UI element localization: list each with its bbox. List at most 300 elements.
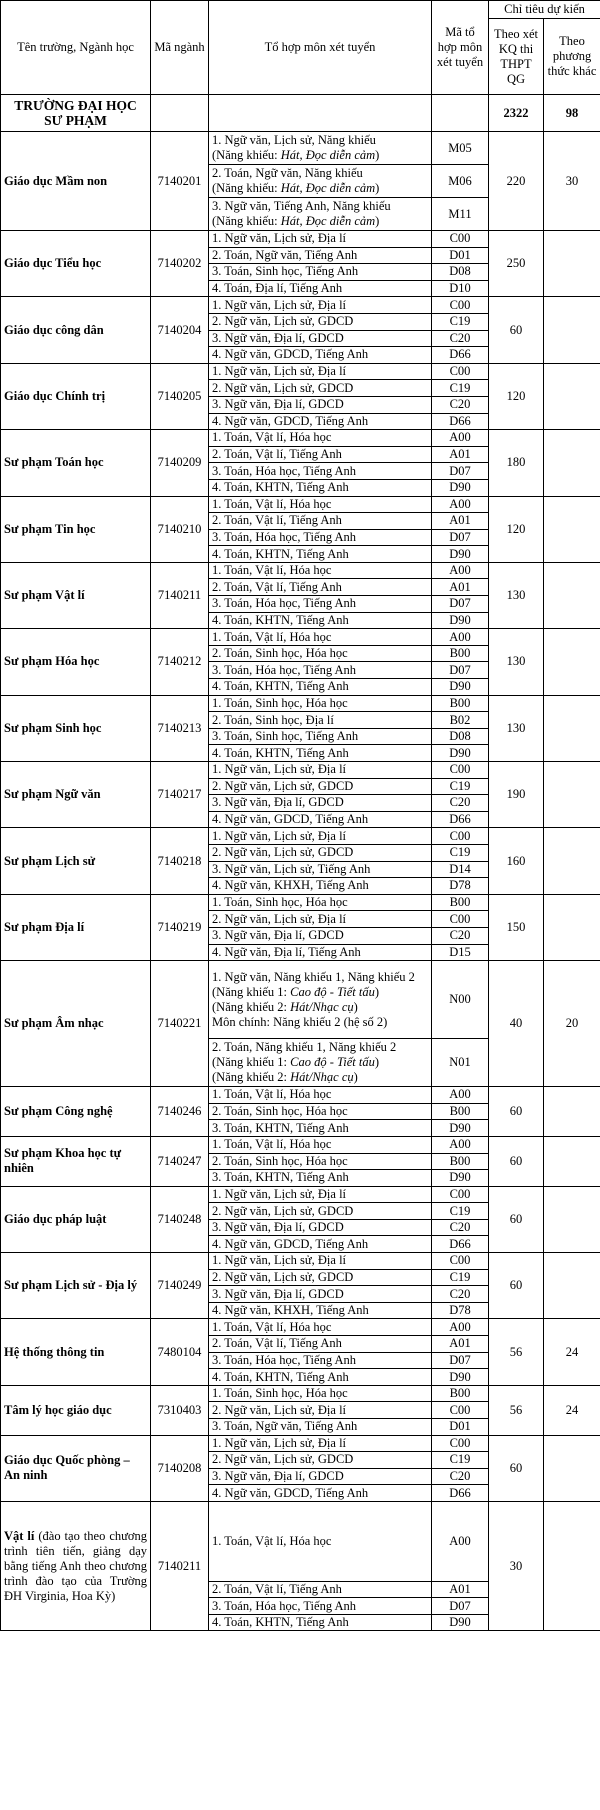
- combination-text: [209, 1236, 432, 1253]
- combo-code: D66: [432, 1236, 489, 1253]
- quota-other: [544, 1435, 600, 1501]
- combination-line: [212, 1336, 428, 1351]
- combo-code: C20: [432, 1468, 489, 1485]
- quota-other: [544, 1087, 600, 1137]
- combination-line: [212, 1070, 428, 1085]
- note-prefix: (Năng khiếu:: [212, 148, 281, 162]
- combination-subjects: 4. Ngữ văn, GDCD, Tiếng Anh: [212, 812, 369, 827]
- combination-text: [209, 347, 432, 364]
- combination-line: [212, 1187, 428, 1202]
- major-code: 7140213: [151, 695, 209, 761]
- combination-line-text: 1. Ngữ văn, Năng khiếu 1, Năng khiếu 2: [212, 969, 415, 984]
- combo-code: D14: [432, 861, 489, 878]
- combo-code: A01: [432, 579, 489, 596]
- combination-line: [212, 430, 428, 445]
- combination-text: [209, 596, 432, 613]
- combination-text: [209, 330, 432, 347]
- combination-text: [209, 1352, 432, 1369]
- quota-other: [544, 496, 600, 562]
- combination-line: [212, 779, 428, 794]
- quota-other: [544, 1136, 600, 1186]
- major-name: Sư phạm Toán học: [1, 430, 151, 496]
- combination-text: [209, 496, 432, 513]
- combo-row: [1, 363, 600, 380]
- combo-code: C20: [432, 1286, 489, 1303]
- quota-other: [544, 363, 600, 429]
- combination-subjects: 2. Ngữ văn, Lịch sử, GDCD: [212, 845, 354, 860]
- major-code: 7140211: [151, 1501, 209, 1631]
- combo-row: [1, 961, 600, 1039]
- combination-subjects: 4. Ngữ văn, GDCD, Tiếng Anh: [212, 347, 369, 362]
- major-code: 7140212: [151, 629, 209, 695]
- combination-subjects: 1. Toán, Vật lí, Hóa học: [212, 563, 332, 578]
- quota-exam: 60: [489, 1136, 544, 1186]
- combination-line: [212, 679, 428, 694]
- combination-line: [212, 298, 428, 313]
- combination-text: [209, 1485, 432, 1502]
- combo-code: C19: [432, 844, 489, 861]
- combination-text: [209, 247, 432, 264]
- combination-subjects: 2. Toán, Sinh học, Hóa học: [212, 1104, 348, 1119]
- combination-text: [209, 1286, 432, 1303]
- combo-code: C00: [432, 297, 489, 314]
- combination-subjects: 3. Toán, Hóa học, Tiếng Anh: [212, 662, 357, 677]
- major-code: 7140201: [151, 132, 209, 231]
- combination-text: [209, 363, 432, 380]
- combo-code: C00: [432, 1402, 489, 1419]
- combination-subjects: 4. Ngữ văn, KHXH, Tiếng Anh: [212, 878, 369, 893]
- combination-text: [209, 1598, 432, 1615]
- combo-code: C19: [432, 778, 489, 795]
- major-name-bold: Vật lí: [4, 1528, 35, 1543]
- combination-line: [212, 1087, 428, 1102]
- combination-subjects: 4. Toán, KHTN, Tiếng Anh: [212, 745, 349, 760]
- major-name: Sư phạm Vật lí: [1, 562, 151, 628]
- quota-other: 24: [544, 1319, 600, 1385]
- combination-subjects: 3. Toán, KHTN, Tiếng Anh: [212, 1120, 349, 1135]
- combination-line: [212, 1386, 428, 1401]
- combination-text: [209, 1120, 432, 1137]
- combination-text: [209, 1253, 432, 1270]
- combination-line: [212, 264, 428, 279]
- combination-subjects: 4. Ngữ văn, GDCD, Tiếng Anh: [212, 413, 369, 428]
- combination-subjects: 3. Toán, Hóa học, Tiếng Anh: [212, 596, 357, 611]
- combo-code: A01: [432, 1581, 489, 1598]
- combo-row: [1, 231, 600, 248]
- combo-code: C00: [432, 231, 489, 248]
- combo-code: A00: [432, 1087, 489, 1104]
- combination-line: [212, 646, 428, 661]
- note-italic: Hát/Nhạc cụ: [290, 1070, 354, 1085]
- combination-text: [209, 1452, 432, 1469]
- combination-line: [212, 613, 428, 628]
- combination-text: [209, 313, 432, 330]
- combination-subjects: 1. Ngữ văn, Lịch sử, Địa lí: [212, 1253, 347, 1268]
- major-name: Giáo dục pháp luật: [1, 1186, 151, 1252]
- combination-subjects: 2. Ngữ văn, Lịch sử, GDCD: [212, 1203, 354, 1218]
- combo-code: C00: [432, 828, 489, 845]
- combination-text: [209, 1203, 432, 1220]
- combination-line: [212, 1403, 428, 1418]
- combo-code: D90: [432, 479, 489, 496]
- combination-text: [209, 1170, 432, 1187]
- combo-code: C00: [432, 363, 489, 380]
- combo-row: [1, 629, 600, 646]
- combination-line: [212, 364, 428, 379]
- note-italic: Hát, Đọc diễn cảm: [280, 148, 376, 162]
- combination-line: [212, 878, 428, 893]
- quota-exam: 56: [489, 1385, 544, 1435]
- combination-text: [209, 413, 432, 430]
- combination-subjects: 4. Toán, KHTN, Tiếng Anh: [212, 546, 349, 561]
- combo-code: M06: [432, 165, 489, 198]
- combination-note: [212, 214, 428, 229]
- combination-line: [212, 1452, 428, 1467]
- combination-subjects: 3. Ngữ văn, Địa lí, GDCD: [212, 1220, 344, 1235]
- combination-line: [212, 713, 428, 728]
- combination-line: [212, 513, 428, 528]
- quota-exam: 120: [489, 363, 544, 429]
- combination-line: [212, 1534, 428, 1549]
- combination-text: [209, 1219, 432, 1236]
- combination-subjects: 2. Toán, Sinh học, Địa lí: [212, 712, 334, 727]
- major-name: Sư phạm Hóa học: [1, 629, 151, 695]
- combination-line: [212, 1015, 428, 1030]
- combination-text: [209, 1581, 432, 1598]
- combination-text: [209, 297, 432, 314]
- combination-text: [209, 795, 432, 812]
- combo-code: C20: [432, 396, 489, 413]
- combination-text: [209, 1087, 432, 1104]
- combination-text: [209, 1269, 432, 1286]
- major-code: 7140217: [151, 762, 209, 828]
- combination-subjects: 1. Toán, Vật lí, Hóa học: [212, 1087, 332, 1102]
- combination-note: [212, 181, 428, 196]
- major-name: Sư phạm Địa lí: [1, 894, 151, 960]
- major-code: 7140219: [151, 894, 209, 960]
- combo-code: D01: [432, 247, 489, 264]
- combination-text: [209, 612, 432, 629]
- combination-text: [209, 662, 432, 679]
- combination-subjects: 1. Ngữ văn, Lịch sử, Địa lí: [212, 364, 347, 379]
- combination-subjects: 1. Toán, Vật lí, Hóa học: [212, 430, 332, 445]
- combination-subjects: 3. Toán, Sinh học, Tiếng Anh: [212, 264, 359, 279]
- header-combination: Tổ hợp môn xét tuyển: [209, 1, 432, 95]
- combination-line: [212, 530, 428, 545]
- combo-code: D90: [432, 1170, 489, 1187]
- combination-text: [209, 280, 432, 297]
- combination-text: [209, 778, 432, 795]
- combination-line: [212, 663, 428, 678]
- major-name: Giáo dục Quốc phòng – An ninh: [1, 1435, 151, 1501]
- quota-other: [544, 297, 600, 363]
- major-name: Sư phạm Âm nhạc: [1, 961, 151, 1087]
- combination-line: [212, 580, 428, 595]
- major-name: Giáo dục công dân: [1, 297, 151, 363]
- quota-exam: 40: [489, 961, 544, 1087]
- note-italic: Cao độ - Tiết tấu: [290, 1055, 375, 1070]
- major-name: Sư phạm Lịch sử - Địa lý: [1, 1253, 151, 1319]
- combination-line: [212, 945, 428, 960]
- combination-subjects: 1. Toán, Vật lí, Hóa học: [212, 1137, 332, 1152]
- combination-subjects: 3. Ngữ văn, Lịch sử, Tiếng Anh: [212, 861, 371, 876]
- combination-subjects: 4. Toán, KHTN, Tiếng Anh: [212, 1369, 349, 1384]
- combo-code: B00: [432, 1153, 489, 1170]
- combination-text: [209, 695, 432, 712]
- major-name: Hệ thống thông tin: [1, 1319, 151, 1385]
- combination-subjects: 2. Toán, Ngữ văn, Năng khiếu: [212, 166, 363, 180]
- combo-row: [1, 828, 600, 845]
- combination-subjects: 1. Ngữ văn, Lịch sử, Địa lí: [212, 1435, 347, 1450]
- combo-row: [1, 894, 600, 911]
- combination-line: [212, 414, 428, 429]
- combination-text: [209, 911, 432, 928]
- major-name: Tâm lý học giáo dục: [1, 1385, 151, 1435]
- combination-line: [212, 1320, 428, 1335]
- combination-subjects: 3. Ngữ văn, Địa lí, GDCD: [212, 795, 344, 810]
- combo-code: D07: [432, 596, 489, 613]
- combination-subjects: 1. Toán, Vật lí, Hóa học: [212, 1533, 332, 1548]
- note-suffix: ): [375, 214, 380, 228]
- combo-code: N00: [432, 961, 489, 1039]
- combo-row: [1, 1136, 600, 1153]
- combo-code: A01: [432, 513, 489, 530]
- combination-line: [212, 1253, 428, 1268]
- combination-text: [209, 1614, 432, 1631]
- combination-subjects: 1. Ngữ văn, Lịch sử, Địa lí: [212, 231, 347, 246]
- quota-other: [544, 231, 600, 297]
- combination-text: [209, 579, 432, 596]
- major-name: Sư phạm Ngữ văn: [1, 762, 151, 828]
- combination-text: [209, 1319, 432, 1336]
- combo-code: D90: [432, 1614, 489, 1631]
- combination-line: [212, 464, 428, 479]
- combination-text: [209, 1336, 432, 1353]
- combination-line: [212, 596, 428, 611]
- combination-line: [212, 447, 428, 462]
- combo-code: B02: [432, 712, 489, 729]
- combination-text: [209, 844, 432, 861]
- major-code: 7140221: [151, 961, 209, 1087]
- combination-line: [212, 696, 428, 711]
- combo-code: D10: [432, 280, 489, 297]
- quota-exam: 120: [489, 496, 544, 562]
- combination-subjects: 3. Toán, Hóa học, Tiếng Anh: [212, 463, 357, 478]
- combo-code: N01: [432, 1039, 489, 1087]
- combination-line: [212, 1303, 428, 1318]
- combination-text: [209, 1369, 432, 1386]
- combination-line: [212, 199, 428, 214]
- combination-line: [212, 547, 428, 562]
- note-suffix: ): [353, 999, 358, 1014]
- major-code: 7140205: [151, 363, 209, 429]
- quota-exam: 60: [489, 297, 544, 363]
- major-code: 7140202: [151, 231, 209, 297]
- combination-line: [212, 1615, 428, 1630]
- combination-text: [209, 1039, 432, 1087]
- quota-exam: 220: [489, 132, 544, 231]
- major-code: 7140204: [151, 297, 209, 363]
- combo-row: [1, 762, 600, 779]
- combo-code: C00: [432, 1253, 489, 1270]
- major-name: Sư phạm Khoa học tự nhiên: [1, 1136, 151, 1186]
- major-name: Giáo dục Tiểu học: [1, 231, 151, 297]
- combination-line: [212, 1469, 428, 1484]
- combination-subjects: 4. Ngữ văn, GDCD, Tiếng Anh: [212, 1485, 369, 1500]
- combination-subjects: 4. Toán, Địa lí, Tiếng Anh: [212, 281, 343, 296]
- combination-subjects: 1. Toán, Sinh học, Hóa học: [212, 1386, 348, 1401]
- combination-subjects: 2. Toán, Ngữ văn, Tiếng Anh: [212, 247, 358, 262]
- combination-subjects: 4. Toán, KHTN, Tiếng Anh: [212, 480, 349, 495]
- combination-subjects: 1. Ngữ văn, Lịch sử, Địa lí: [212, 828, 347, 843]
- quota-exam: 130: [489, 562, 544, 628]
- combination-line-text: 2. Toán, Năng khiếu 1, Năng khiếu 2: [212, 1040, 397, 1055]
- combo-row: [1, 695, 600, 712]
- quota-exam: 60: [489, 1435, 544, 1501]
- note-suffix: ): [375, 148, 380, 162]
- quota-other: 24: [544, 1385, 600, 1435]
- combination-line: [212, 1220, 428, 1235]
- combo-row: [1, 1253, 600, 1270]
- combination-line: [212, 497, 428, 512]
- combo-code: C19: [432, 1203, 489, 1220]
- combo-code: C19: [432, 1269, 489, 1286]
- combination-text: [209, 513, 432, 530]
- combination-line: [212, 563, 428, 578]
- combo-code: A01: [432, 446, 489, 463]
- combo-code: M11: [432, 198, 489, 231]
- combo-code: B00: [432, 695, 489, 712]
- combination-subjects: 3. Toán, Hóa học, Tiếng Anh: [212, 1352, 357, 1367]
- combination-text: [209, 1103, 432, 1120]
- major-code: 7140209: [151, 430, 209, 496]
- combo-row: [1, 1186, 600, 1203]
- combination-text: [209, 562, 432, 579]
- combination-subjects: 3. Toán, Ngữ văn, Tiếng Anh: [212, 1419, 358, 1434]
- school-quota-exam: 2322: [489, 95, 544, 132]
- combination-text: [209, 1302, 432, 1319]
- quota-other: [544, 562, 600, 628]
- combination-text: [209, 1435, 432, 1452]
- combo-code: D90: [432, 546, 489, 563]
- combination-text: [209, 811, 432, 828]
- note-italic: Hát, Đọc diễn cảm: [280, 181, 376, 195]
- combination-subjects: 2. Toán, Sinh học, Hóa học: [212, 1153, 348, 1168]
- combo-code: C00: [432, 762, 489, 779]
- combo-row: [1, 1087, 600, 1104]
- combination-text: [209, 546, 432, 563]
- combination-subjects: 1. Toán, Vật lí, Hóa học: [212, 1319, 332, 1334]
- combination-text: [209, 679, 432, 696]
- combination-text: [209, 463, 432, 480]
- combination-text: [209, 380, 432, 397]
- combination-text: [209, 944, 432, 961]
- combo-code: B00: [432, 1385, 489, 1402]
- quota-other: 20: [544, 961, 600, 1087]
- combination-text: [209, 264, 432, 281]
- combo-code: A00: [432, 1136, 489, 1153]
- major-name: [1, 1501, 151, 1631]
- combination-line: [212, 1582, 428, 1597]
- combination-line: [212, 1270, 428, 1285]
- combination-line: [212, 1000, 428, 1015]
- major-code: 7140246: [151, 1087, 209, 1137]
- combo-code: D90: [432, 745, 489, 762]
- combo-code: B00: [432, 645, 489, 662]
- combination-subjects: 2. Toán, Vật lí, Tiếng Anh: [212, 513, 342, 528]
- combination-line: [212, 381, 428, 396]
- header-school-major: Tên trường, Ngành học: [1, 1, 151, 95]
- combo-code: C20: [432, 1219, 489, 1236]
- major-code: 7310403: [151, 1385, 209, 1435]
- combo-code: D15: [432, 944, 489, 961]
- combination-text: [209, 396, 432, 413]
- combo-code: D90: [432, 1120, 489, 1137]
- combination-line: [212, 1436, 428, 1451]
- combination-subjects: 2. Ngữ văn, Lịch sử, Địa lí: [212, 911, 347, 926]
- combo-code: A00: [432, 562, 489, 579]
- combination-subjects: 3. Toán, Hóa học, Tiếng Anh: [212, 529, 357, 544]
- combo-code: D66: [432, 811, 489, 828]
- combination-text: [209, 529, 432, 546]
- combination-subjects: 2. Toán, Vật lí, Tiếng Anh: [212, 447, 342, 462]
- combination-line: [212, 133, 428, 148]
- combination-subjects: 3. Ngữ văn, Tiếng Anh, Năng khiếu: [212, 199, 391, 213]
- header-quota-exam: Theo xét KQ thi THPT QG: [489, 19, 544, 95]
- combination-subjects: 2. Toán, Sinh học, Hóa học: [212, 646, 348, 661]
- combination-subjects: 1. Toán, Vật lí, Hóa học: [212, 496, 332, 511]
- combination-text: [209, 132, 432, 165]
- combination-text: [209, 828, 432, 845]
- school-quota-other: 98: [544, 95, 600, 132]
- major-name: Giáo dục Chính trị: [1, 363, 151, 429]
- combination-line: [212, 1121, 428, 1136]
- combination-subjects: 1. Ngữ văn, Lịch sử, Năng khiếu: [212, 133, 376, 147]
- combination-text: [209, 712, 432, 729]
- combination-line: [212, 1170, 428, 1185]
- combo-code: D08: [432, 728, 489, 745]
- combination-line: [212, 845, 428, 860]
- combination-line: [212, 928, 428, 943]
- combination-subjects: 3. Ngữ văn, Địa lí, GDCD: [212, 330, 344, 345]
- combination-line: [212, 1287, 428, 1302]
- combination-line: [212, 231, 428, 246]
- major-name: Sư phạm Công nghệ: [1, 1087, 151, 1137]
- combo-code: D66: [432, 1485, 489, 1502]
- combination-subjects: 2. Toán, Vật lí, Tiếng Anh: [212, 1336, 342, 1351]
- combination-subjects: 2. Ngữ văn, Lịch sử, GDCD: [212, 778, 354, 793]
- combination-line: [212, 1419, 428, 1434]
- major-code: 7480104: [151, 1319, 209, 1385]
- combination-subjects: 2. Ngữ văn, Lịch sử, GDCD: [212, 314, 354, 329]
- combo-row: [1, 1501, 600, 1581]
- note-italic: Hát, Đọc diễn cảm: [280, 214, 376, 228]
- combination-subjects: 3. Ngữ văn, Địa lí, GDCD: [212, 397, 344, 412]
- combination-subjects: 4. Ngữ văn, Địa lí, Tiếng Anh: [212, 944, 361, 959]
- combination-text: [209, 1468, 432, 1485]
- combo-code: D07: [432, 662, 489, 679]
- quota-other: 30: [544, 132, 600, 231]
- combo-code: B00: [432, 1103, 489, 1120]
- combination-text: [209, 762, 432, 779]
- quota-exam: 160: [489, 828, 544, 894]
- combination-subjects: 3. Ngữ văn, Địa lí, GDCD: [212, 1286, 344, 1301]
- combination-line: [212, 1204, 428, 1219]
- combination-subjects: 1. Toán, Vật lí, Hóa học: [212, 629, 332, 644]
- combination-line: [212, 746, 428, 761]
- combo-code: C20: [432, 330, 489, 347]
- combination-subjects: 1. Toán, Sinh học, Hóa học: [212, 695, 348, 710]
